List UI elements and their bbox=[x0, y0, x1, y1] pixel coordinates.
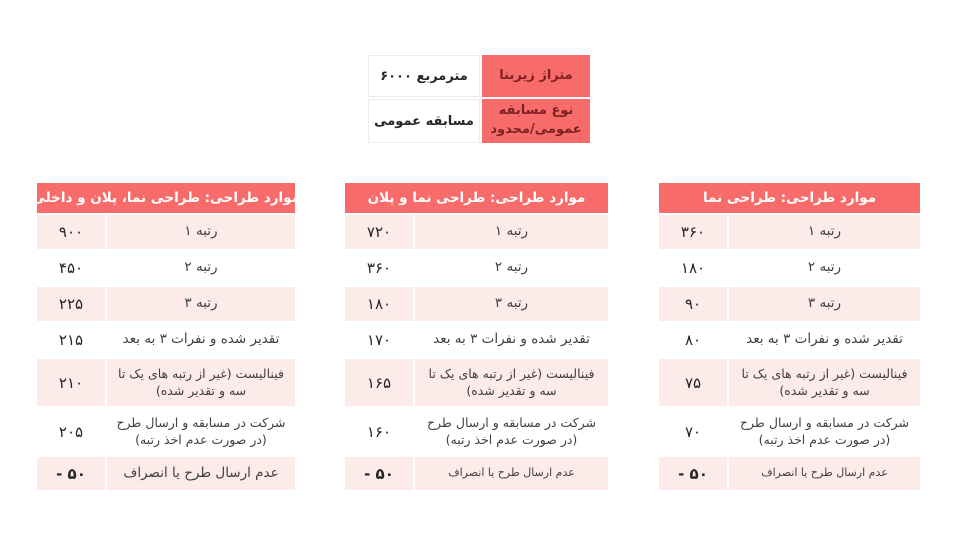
criterion-label: عدم ارسال طرح یا انصراف bbox=[107, 457, 295, 490]
criterion-label: رتبه ۱ bbox=[729, 215, 920, 249]
score-row bbox=[345, 287, 608, 321]
criterion-label: رتبه ۱ bbox=[415, 215, 608, 249]
score-row bbox=[659, 408, 920, 455]
table-title: موارد طراحی: طراحی نما و پلان bbox=[345, 183, 608, 213]
score-row bbox=[659, 215, 920, 249]
score-value: ۹۰۰ bbox=[37, 215, 105, 249]
criterion-label: تقدیر شده و نفرات ۳ به بعد bbox=[107, 323, 295, 357]
criterion-label: فینالیست (غیر از رتبه های یک تا سه و تقدیر شده) bbox=[415, 359, 608, 406]
criterion-label: رتبه ۳ bbox=[415, 287, 608, 321]
info-type-header: نوع مسابقه عمومی/محدود bbox=[482, 99, 590, 143]
score-row bbox=[345, 323, 608, 357]
score-value: ۲۱۵ bbox=[37, 323, 105, 357]
score-value: ۳۶۰ bbox=[659, 215, 727, 249]
score-table-facade-plan bbox=[345, 183, 608, 490]
score-row bbox=[37, 323, 295, 357]
score-value: ۱۶۵ bbox=[345, 359, 413, 406]
info-row-area bbox=[368, 55, 590, 97]
score-row bbox=[659, 457, 920, 490]
score-table-facade-plan-interior bbox=[31, 183, 300, 490]
score-value: ۷۰ bbox=[659, 408, 727, 455]
score-row bbox=[659, 287, 920, 321]
table-rows bbox=[659, 215, 920, 490]
score-value: ۱۸۰ bbox=[345, 287, 413, 321]
score-row bbox=[345, 457, 608, 490]
score-row bbox=[37, 408, 295, 455]
criterion-label: رتبه ۲ bbox=[415, 251, 608, 285]
score-row bbox=[659, 359, 920, 406]
criterion-label: تقدیر شده و نفرات ۳ به بعد bbox=[415, 323, 608, 357]
score-row bbox=[659, 251, 920, 285]
criterion-label: فینالیست (غیر از رتبه های یک تا سه و تقدیر شده) bbox=[107, 359, 295, 406]
score-row bbox=[345, 251, 608, 285]
score-row bbox=[37, 359, 295, 406]
criterion-label: رتبه ۱ bbox=[107, 215, 295, 249]
score-value: ۱۸۰ bbox=[659, 251, 727, 285]
info-table bbox=[368, 55, 590, 143]
score-value: ۱۷۰ bbox=[345, 323, 413, 357]
criterion-label: عدم ارسال طرح یا انصراف bbox=[415, 457, 608, 490]
criterion-label: رتبه ۲ bbox=[729, 251, 920, 285]
score-value: ۲۲۵ bbox=[37, 287, 105, 321]
score-value: ۸۰ bbox=[659, 323, 727, 357]
table-title: موارد طراحی: طراحی نما، پلان و داخلی bbox=[37, 183, 295, 213]
score-row bbox=[37, 251, 295, 285]
score-value: ۴۵۰ bbox=[37, 251, 105, 285]
score-value: ۲۱۰ bbox=[37, 359, 105, 406]
score-value: - ۵۰ bbox=[345, 457, 413, 490]
score-value: ۷۲۰ bbox=[345, 215, 413, 249]
table-rows bbox=[345, 215, 608, 490]
score-value: ۹۰ bbox=[659, 287, 727, 321]
info-area-header: متراژ زیربنا bbox=[482, 55, 590, 97]
criterion-label: فینالیست (غیر از رتبه های یک تا سه و تقدیر شده) bbox=[729, 359, 920, 406]
criterion-label: شرکت در مسابقه و ارسال طرح (در صورت عدم اخذ رتبه) bbox=[729, 408, 920, 455]
score-value: - ۵۰ bbox=[37, 457, 105, 490]
info-area-value: ۶۰۰۰ مترمربع bbox=[368, 55, 480, 97]
table-rows bbox=[37, 215, 295, 490]
table-title: موارد طراحی: طراحی نما bbox=[659, 183, 920, 213]
criterion-label: رتبه ۳ bbox=[107, 287, 295, 321]
score-value: - ۵۰ bbox=[659, 457, 727, 490]
score-row bbox=[37, 457, 295, 490]
criterion-label: شرکت در مسابقه و ارسال طرح (در صورت عدم اخذ رتبه) bbox=[107, 408, 295, 455]
score-row bbox=[345, 359, 608, 406]
info-row-type bbox=[368, 99, 590, 143]
criterion-label: شرکت در مسابقه و ارسال طرح (در صورت عدم اخذ رتبه) bbox=[415, 408, 608, 455]
score-row bbox=[659, 323, 920, 357]
info-type-value: مسابقه عمومی bbox=[368, 99, 480, 143]
score-row bbox=[345, 408, 608, 455]
criterion-label: رتبه ۳ bbox=[729, 287, 920, 321]
score-value: ۷۵ bbox=[659, 359, 727, 406]
criterion-label: عدم ارسال طرح یا انصراف bbox=[729, 457, 920, 490]
score-value: ۱۶۰ bbox=[345, 408, 413, 455]
score-value: ۲۰۵ bbox=[37, 408, 105, 455]
score-row bbox=[37, 287, 295, 321]
criterion-label: رتبه ۲ bbox=[107, 251, 295, 285]
score-row bbox=[37, 215, 295, 249]
score-value: ۳۶۰ bbox=[345, 251, 413, 285]
score-table-facade bbox=[659, 183, 920, 490]
criterion-label: تقدیر شده و نفرات ۳ به بعد bbox=[729, 323, 920, 357]
score-row bbox=[345, 215, 608, 249]
